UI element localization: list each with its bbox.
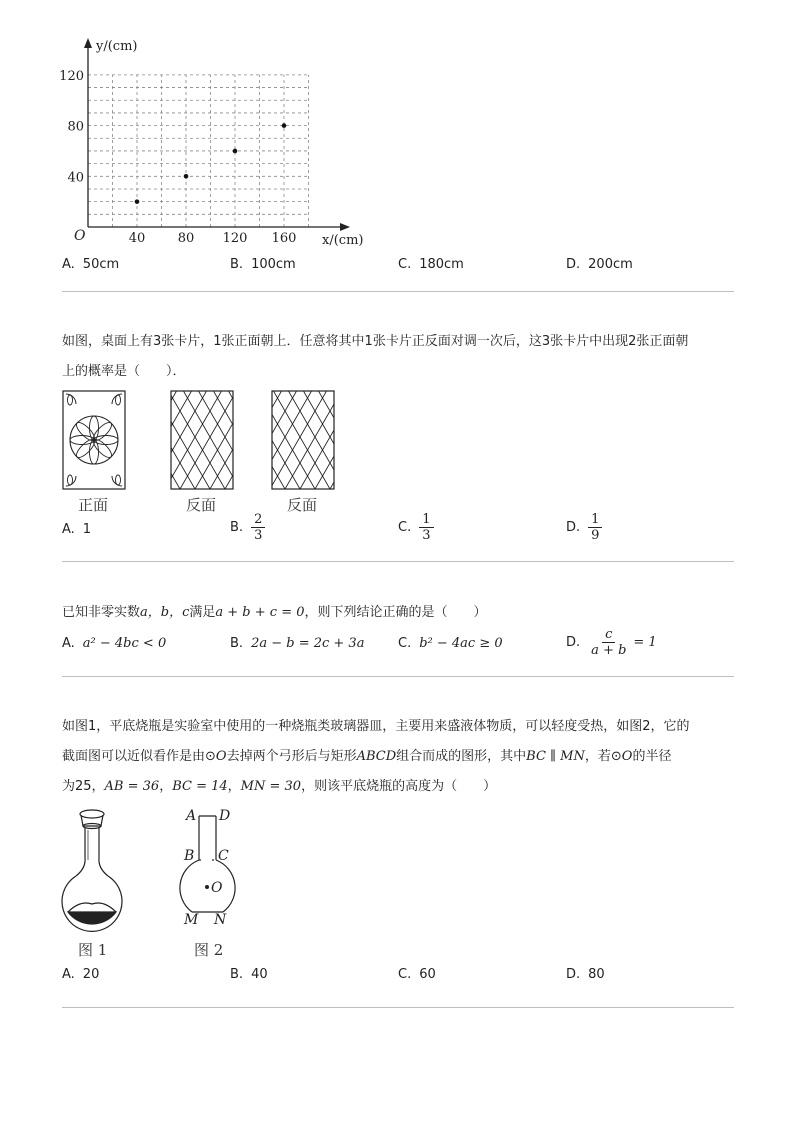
data-point [184,174,189,179]
q4-line-3: 为25，AB = 36，BC = 14，MN = 30，则该平底烧瓶的高度为（ ） [62,779,497,794]
q2-option-a[interactable] [62,521,91,539]
q3-stem: 已知非零实数a，b，c满足a + b + c = 0，则下列结论正确的是（ ） [62,605,487,620]
option-text: 60 [419,967,436,982]
y-axis-arrow [84,38,92,48]
option-label: B. [230,257,244,272]
card-front [63,391,125,489]
option-text: 50cm [82,257,120,272]
fraction: $\frac{1}{9}$ [588,512,602,543]
q2-line-1: 如图，桌面上有3张卡片，1张正面朝上．任意将其中1张卡片正反面对调一次后，这3张卡片中出现2张正面朝 [62,334,689,349]
option-label: D. [566,520,581,535]
q3-option-b[interactable] [230,635,364,653]
chart-grid [88,75,309,227]
option-text: 1 [82,522,92,537]
q2-line-2: 上的概率是（ ）． [62,364,186,379]
x-tick-label: 160 [271,231,297,246]
x-tick-label: 40 [128,231,146,246]
figure-caption-2: 图 2 [194,941,224,959]
divider [62,291,734,292]
option-label: A. [62,967,75,982]
flask-figure-1 [62,810,122,931]
point-label-b: B [184,848,195,864]
option-text: 100cm [251,257,296,272]
q4-line-2: 截面图可以近似看作是由⊙O去掉两个弓形后与矩形ABCD组合而成的图形，其中BC ∥ MN，若⊙O的半径 [62,749,672,764]
q4-line-1: 如图1，平底烧瓶是实验室中使用的一种烧瓶类玻璃器皿，主要用来盛液体物质，可以轻度受热，如图2，它的 [62,719,690,734]
q4-option-c[interactable] [398,966,436,984]
card-caption-front: 正面 [78,496,109,514]
x-axis-label: x/(cm) [322,233,364,248]
q1-option-a[interactable] [62,256,119,274]
point-label-d: D [219,808,231,824]
origin-label: O [74,228,86,244]
y-tick-label: 40 [67,170,84,186]
option-label: D. [566,635,581,650]
y-axis-label: y/(cm) [96,39,138,54]
option-label: A. [62,636,75,651]
option-label: D. [566,967,581,982]
option-label: D. [566,257,581,272]
point-label-m: M [184,912,199,928]
q2-option-d[interactable] [566,512,602,543]
q1-option-b[interactable] [230,256,296,274]
x-axis-arrow [340,223,350,231]
option-label: A. [62,257,75,272]
option-text: 80 [588,967,605,982]
y-tick-label: 80 [67,119,84,135]
option-label: A. [62,522,75,537]
figure-caption-1: 图 1 [78,941,108,959]
center-label-o: O [211,880,223,896]
fraction: $\frac{2}{3}$ [251,512,265,543]
q1-option-d[interactable] [566,256,633,274]
option-text: 2a − b = 2c + 3a [251,636,365,651]
y-tick-label: 120 [59,68,84,84]
q2-option-c[interactable] [398,512,434,543]
q2-option-b[interactable] [230,512,265,543]
option-text: 20 [82,967,100,982]
option-text: 180cm [419,257,464,272]
option-label: B. [230,967,244,982]
q4-option-b[interactable] [230,966,268,984]
q2-stem [62,327,742,387]
point-label-c: C [218,848,229,864]
x-tick-label: 120 [222,231,248,246]
q3-option-d[interactable]: D. $\frac{c}{a + b}$ = 1 [566,627,657,658]
card-back-2 [272,391,334,489]
flask-figure-2 [180,816,235,912]
option-label: C. [398,257,412,272]
option-text: 200cm [588,257,633,272]
q4-option-a[interactable] [62,966,99,984]
option-label: B. [230,636,244,651]
card-caption-back-2: 反面 [287,496,318,514]
q3-option-c[interactable] [398,635,503,653]
data-point [135,199,140,204]
option-label: C. [398,967,412,982]
point-label-n: N [214,912,227,928]
option-text: b² − 4ac ≥ 0 [419,636,503,651]
fraction: $\frac{1}{3}$ [419,512,433,543]
divider [62,561,734,562]
option-text: a² − 4bc < 0 [82,636,167,651]
option-label: C. [398,636,412,651]
q3-option-a[interactable] [62,635,166,653]
q4-figures [0,800,794,960]
x-tick-label: 80 [177,231,195,246]
data-point [233,149,238,154]
option-text: 40 [251,967,268,982]
q4-option-d[interactable] [566,966,605,984]
q2-cards-figure [0,385,794,495]
point-label-a: A [186,808,197,824]
divider [62,676,734,677]
divider [62,1007,734,1008]
card-back-1 [171,391,233,489]
option-label: C. [398,520,412,535]
option-label: B. [230,520,244,535]
q1-option-c[interactable] [398,256,464,274]
fraction: $\frac{c}{a + b}$ [591,627,627,658]
q1-scatter-chart [0,0,794,260]
data-point [282,123,287,128]
card-caption-back-1: 反面 [186,496,217,514]
q4-stem [62,712,742,802]
